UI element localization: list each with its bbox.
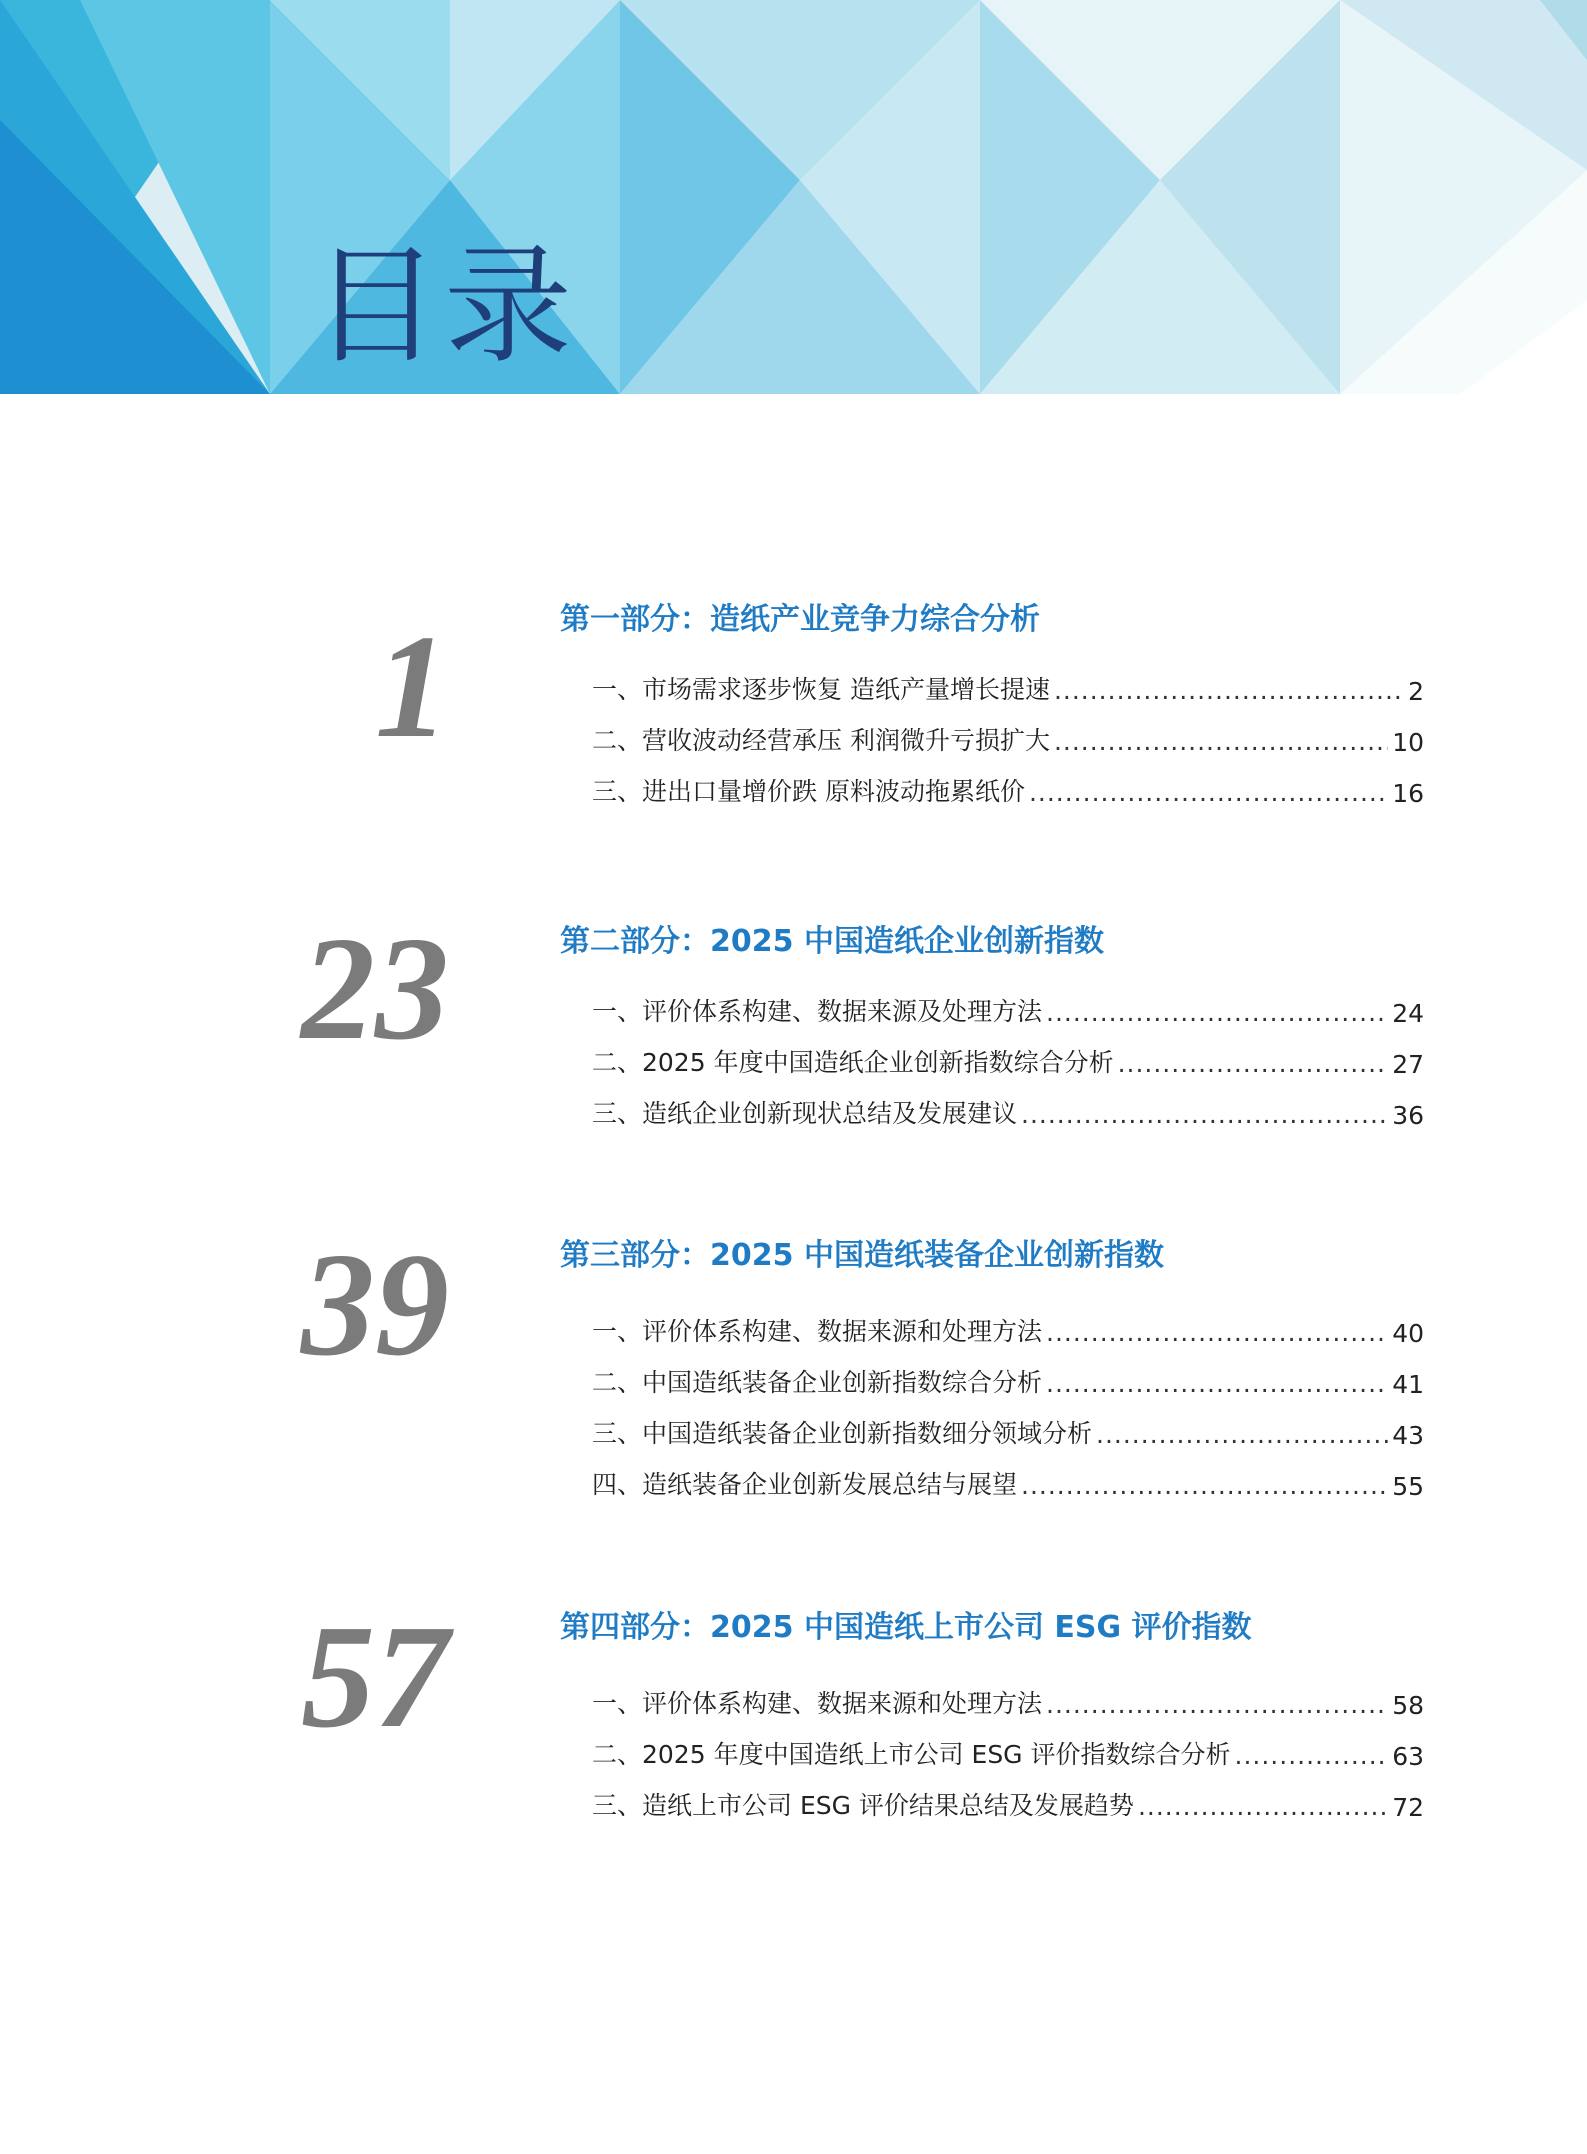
header-banner bbox=[0, 0, 1587, 394]
toc-entry-page: 27 bbox=[1392, 1050, 1424, 1079]
dot-leader bbox=[1046, 1318, 1388, 1348]
dot-leader bbox=[1021, 1471, 1388, 1501]
dot-leader bbox=[1138, 1792, 1388, 1822]
section-start-page-number: 1 bbox=[375, 605, 449, 769]
triangle-pattern-background bbox=[0, 0, 1587, 394]
toc-entry-page: 43 bbox=[1392, 1421, 1424, 1450]
toc-entry[interactable] bbox=[592, 1079, 1424, 1130]
toc-entry-title: 三、造纸上市公司 ESG 评价结果总结及发展趋势 bbox=[592, 1791, 1134, 1820]
toc-entry-list bbox=[592, 1297, 1424, 1501]
toc-entry[interactable] bbox=[592, 1028, 1424, 1079]
toc-entry-title: 二、2025 年度中国造纸上市公司 ESG 评价指数综合分析 bbox=[592, 1740, 1231, 1769]
section-heading[interactable]: 第一部分：造纸产业竞争力综合分析 bbox=[560, 602, 1040, 637]
toc-entry-title: 二、中国造纸装备企业创新指数综合分析 bbox=[592, 1368, 1043, 1397]
dot-leader bbox=[1046, 998, 1388, 1028]
toc-entry-page: 2 bbox=[1408, 677, 1424, 706]
toc-entry-title: 三、造纸企业创新现状总结及发展建议 bbox=[592, 1099, 1018, 1128]
toc-entry[interactable] bbox=[592, 1399, 1424, 1450]
dot-leader bbox=[1235, 1741, 1389, 1771]
toc-entry-title: 一、评价体系构建、数据来源及处理方法 bbox=[592, 997, 1043, 1026]
dot-leader bbox=[1029, 778, 1388, 808]
toc-entry[interactable] bbox=[592, 1450, 1424, 1501]
section-start-page-number: 39 bbox=[301, 1223, 449, 1387]
toc-entry[interactable] bbox=[592, 977, 1424, 1028]
toc-entry-list bbox=[592, 655, 1424, 808]
dot-leader bbox=[1118, 1049, 1389, 1079]
toc-entry[interactable] bbox=[592, 655, 1424, 706]
toc-entry-page: 24 bbox=[1392, 999, 1424, 1028]
dot-leader bbox=[1046, 1369, 1388, 1399]
toc-entry-page: 16 bbox=[1392, 779, 1424, 808]
toc-entry-page: 72 bbox=[1392, 1793, 1424, 1822]
toc-entry-page: 10 bbox=[1392, 728, 1424, 757]
dot-leader bbox=[1021, 1100, 1388, 1130]
section-heading[interactable]: 第四部分：2025 中国造纸上市公司 ESG 评价指数 bbox=[560, 1610, 1252, 1645]
toc-entry-title: 二、2025 年度中国造纸企业创新指数综合分析 bbox=[592, 1048, 1114, 1077]
dot-leader bbox=[1096, 1420, 1388, 1450]
toc-entry-page: 63 bbox=[1392, 1742, 1424, 1771]
toc-entry[interactable] bbox=[592, 757, 1424, 808]
toc-entry-page: 41 bbox=[1392, 1370, 1424, 1399]
toc-entry-page: 58 bbox=[1392, 1691, 1424, 1720]
toc-entry[interactable] bbox=[592, 706, 1424, 757]
toc-entry[interactable] bbox=[592, 1348, 1424, 1399]
toc-entry-title: 三、进出口量增价跌 原料波动拖累纸价 bbox=[592, 777, 1025, 806]
section-start-page-number: 57 bbox=[301, 1595, 449, 1759]
toc-entry[interactable] bbox=[592, 1720, 1424, 1771]
toc-entry-title: 一、评价体系构建、数据来源和处理方法 bbox=[592, 1317, 1043, 1346]
toc-entry-title: 三、中国造纸装备企业创新指数细分领域分析 bbox=[592, 1419, 1093, 1448]
section-heading[interactable]: 第三部分：2025 中国造纸装备企业创新指数 bbox=[560, 1238, 1164, 1273]
section-heading[interactable]: 第二部分：2025 中国造纸企业创新指数 bbox=[560, 924, 1104, 959]
toc-entry-list bbox=[592, 977, 1424, 1130]
toc-entry-title: 四、造纸装备企业创新发展总结与展望 bbox=[592, 1470, 1018, 1499]
toc-entry-list bbox=[592, 1669, 1424, 1822]
dot-leader bbox=[1054, 727, 1388, 757]
toc-entry-title: 一、市场需求逐步恢复 造纸产量增长提速 bbox=[592, 675, 1050, 704]
section-start-page-number: 23 bbox=[301, 907, 449, 1071]
page-title: 目录 bbox=[312, 232, 577, 381]
toc-entry[interactable] bbox=[592, 1297, 1424, 1348]
toc-entry-title: 一、评价体系构建、数据来源和处理方法 bbox=[592, 1689, 1043, 1718]
toc-entry-page: 36 bbox=[1392, 1101, 1424, 1130]
dot-leader bbox=[1054, 676, 1404, 706]
toc-entry-page: 40 bbox=[1392, 1319, 1424, 1348]
dot-leader bbox=[1046, 1690, 1388, 1720]
toc-entry-title: 二、营收波动经营承压 利润微升亏损扩大 bbox=[592, 726, 1050, 755]
toc-entry[interactable] bbox=[592, 1669, 1424, 1720]
toc-entry[interactable] bbox=[592, 1771, 1424, 1822]
toc-entry-page: 55 bbox=[1392, 1472, 1424, 1501]
